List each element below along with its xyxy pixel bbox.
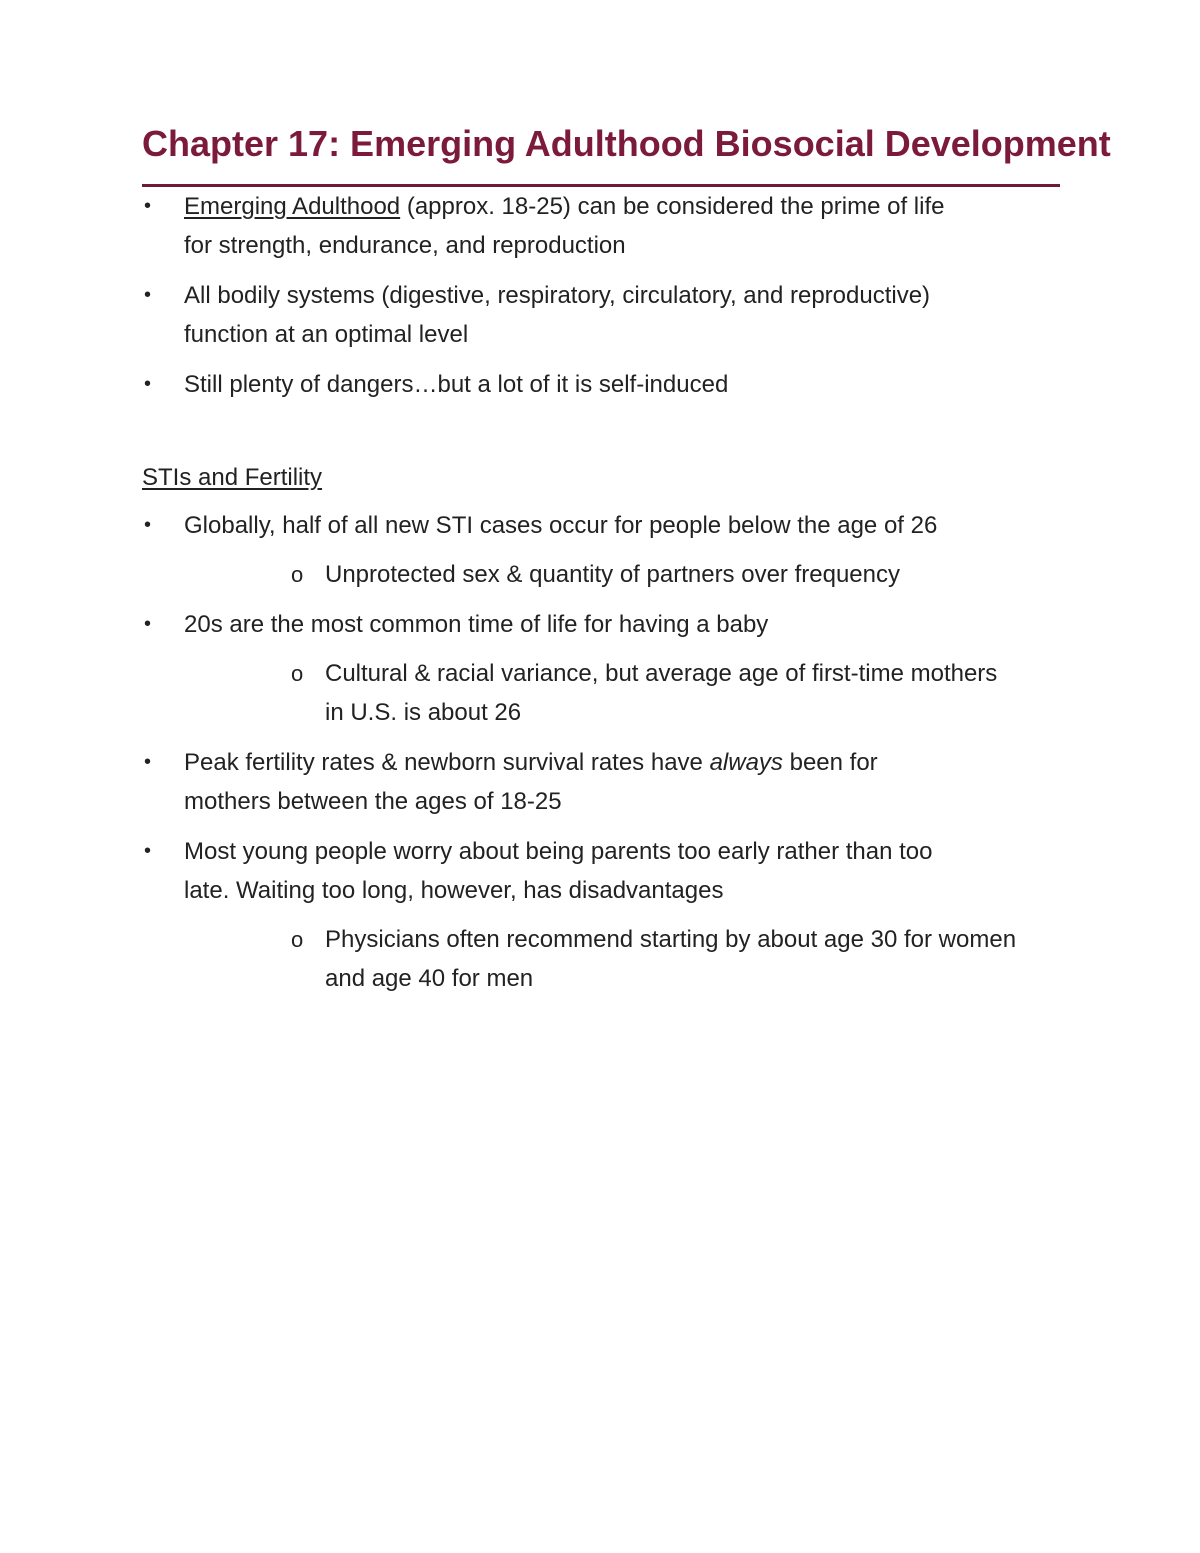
bullet-icon: • — [144, 840, 152, 862]
sub-list-item — [184, 555, 1060, 594]
list-item — [142, 187, 1060, 265]
list-item-text: All bodily systems (digestive, respiratory, circulatory, and reproductive) — [184, 282, 931, 309]
sub-list-item-text: in U.S. is about 26 — [325, 699, 522, 726]
sub-list-item-text: and age 40 for men — [325, 965, 534, 992]
list-item-text: mothers between the ages of 18-25 — [184, 788, 562, 815]
bullet-icon: • — [144, 195, 152, 217]
stis-list — [142, 506, 1060, 998]
bullet-icon: • — [144, 514, 152, 536]
page-title: Chapter 17: Emerging Adulthood Biosocial Development — [142, 123, 1111, 164]
list-item-text: late. Waiting too long, however, has disadvantages — [184, 877, 724, 904]
bullet-icon: • — [144, 751, 152, 773]
bullet-icon: • — [144, 284, 152, 306]
sub-bullet-icon: o — [291, 927, 304, 952]
term-emerging-adulthood: Emerging Adulthood — [184, 193, 401, 220]
document-page — [142, 118, 1111, 1009]
list-item-text: (approx. 18-25) can be considered the prime of life — [400, 193, 945, 220]
list-item-text: Most young people worry about being parents too early rather than too — [184, 838, 933, 865]
sub-list-item-text: Physicians often recommend starting by about age 30 for women — [325, 926, 1017, 953]
list-item — [142, 743, 1060, 821]
sub-list-item-text: Cultural & racial variance, but average age of first-time mothers — [325, 660, 998, 687]
list-item-text: Globally, half of all new STI cases occur for people below the age of 26 — [184, 512, 938, 539]
list-item — [142, 605, 1060, 732]
list-item-text: 20s are the most common time of life for having a baby — [184, 611, 769, 638]
sub-list-item — [184, 920, 1060, 998]
list-item-text: Still plenty of dangers…but a lot of it is self-induced — [184, 371, 729, 398]
intro-list — [142, 187, 1060, 404]
list-item-text: for strength, endurance, and reproduction — [184, 232, 626, 259]
section-heading-stis: STIs and Fertility — [142, 464, 323, 491]
sub-list-item-text: Unprotected sex & quantity of partners over frequency — [325, 561, 900, 588]
list-item — [142, 832, 1060, 998]
list-item — [142, 506, 1060, 594]
bullet-icon: • — [144, 613, 152, 635]
list-item-text: been for — [782, 749, 878, 776]
list-item-line — [184, 749, 878, 776]
list-item-text: function at an optimal level — [184, 321, 469, 348]
emphasis-always: always — [709, 749, 783, 776]
bullet-icon: • — [144, 373, 152, 395]
list-item — [142, 276, 1060, 354]
list-item-text: Peak fertility rates & newborn survival rates have — [184, 749, 710, 776]
sub-bullet-icon: o — [291, 661, 304, 686]
list-item — [142, 365, 1060, 404]
sub-list-item — [184, 654, 1060, 732]
list-item-line — [184, 193, 944, 220]
sub-bullet-icon: o — [291, 562, 304, 587]
